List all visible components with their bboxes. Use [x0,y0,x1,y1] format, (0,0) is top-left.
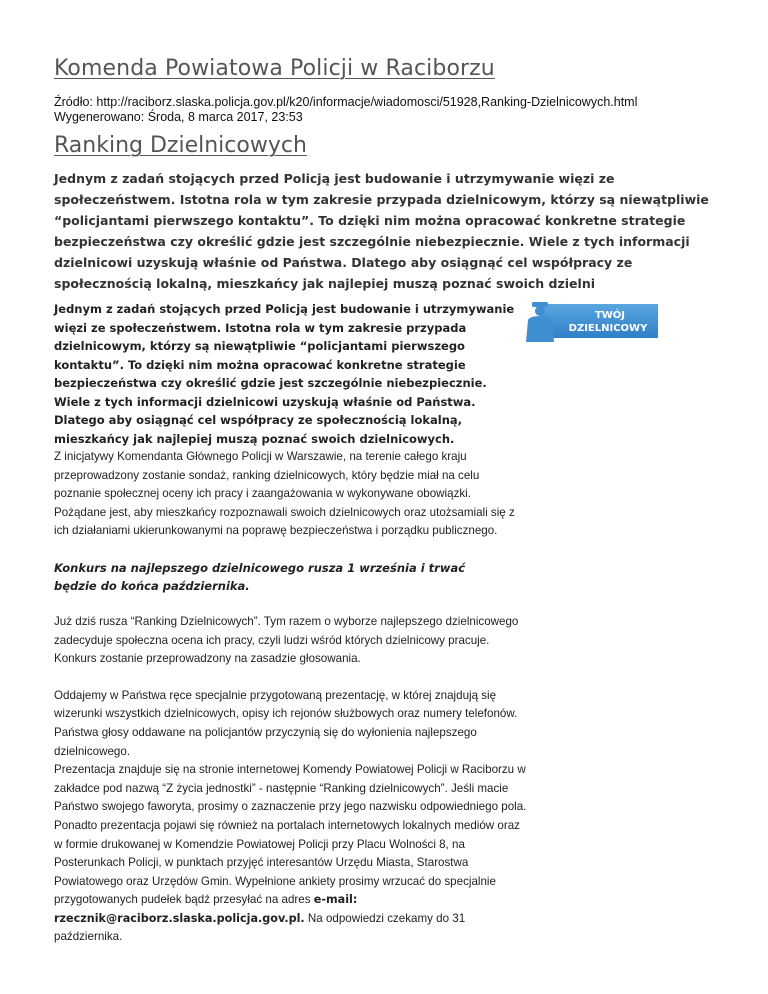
site-title[interactable]: Komenda Powiatowa Policji w Raciborzu [54,56,495,81]
intro-section [54,300,716,446]
presentation-distribution [54,817,529,947]
presentation-intro: Oddajemy w Państwa ręce specjalnie przygotowaną prezentację, w której znajdują się wizerunki wszystkich dzielnicowych, opisy ich rejonów służbowych oraz numery telefonów. Państwa głosy oddawane na policjantów przyczynią się do wyłonienia najlepszego dzielnicowego. [54,688,518,758]
article-lead: Jednym z zadań stojących przed Policją jest budowanie i utrzymywanie więzi ze społeczeństwem. Istotna rola w tym zakresie przypada dzielnicowym, którzy są niewątpliwie “policjantami pierwszego kontaktu”. To dzięki nim można opracować konkretne strategie bezpieczeństwa czy określić gdzie jest szczególnie niebezpiecznie. Wiele z tych informacji dzielnicowi uzyskują właśnie od Państwa. Dlatego aby osiągnąć cel współpracy ze społecznością lokalną, mieszkańcy jak najlepiej muszą poznać swoich dzielni [54,171,709,291]
email-link[interactable]: e-mail: rzecznik@raciborz.slaska.policja.gov.pl. [54,893,358,925]
banner-line2: DZIELNICOWY [568,323,648,334]
paragraph-presentation [54,687,529,947]
source-url: Źródło: http://raciborz.slaska.policja.gov.pl/k20/informacje/wiadomosci/51928,Ranking-Dzielnicowych.html [54,95,638,109]
document-meta [54,95,716,125]
twoj-dzielnicowy-banner [522,300,660,342]
article-title[interactable]: Ranking Dzielnicowych [54,133,307,158]
closing-text: Na odpowiedzi czekamy do 31 października. [54,911,466,944]
banner-line1: TWÓJ [594,310,626,321]
paragraph-ranking: Już dziś rusza “Ranking Dzielnicowych”. Tym razem o wyborze najlepszego dzielnicowego zadecyduje społeczna ocena ich pracy, czyli ludzi wśród których dzielnicowy pracuje. Konkurs zostanie przeprowadzony na zasadzie głosowania. [54,614,519,666]
presentation-location: Prezentacja znajduje się na stronie internetowej Komendy Powiatowej Policji w Raciborzu w zakładce pod nazwą “Z życia jednostki” - następnie “Ranking dzielnicowych”. Jeśli macie Państwo swojego faworyta, prosimy o zaznaczenie przy jego nazwisku odpowiedniego pola. [54,763,527,814]
paragraph-initiative: Z inicjatywy Komendanta Głównego Policji w Warszawie, na terenie całego kraju przeprowadzony zostanie sondaż, ranking dzielnicowych, który będzie miał na celu poznanie społecznej oceny ich pracy i zaangażowania w wykonywane obowiązki. Pożądane jest, aby mieszkańcy rozpoznawali swoich dzielnicowych oraz utożsamiali się z ich działaniami ukierunkowanymi na poprawę bezpieczeństwa i porządku publicznego. [54,450,515,538]
distribution-text: Ponadto prezentacja pojawi się również na portalach internetowych lokalnych mediów oraz w formie drukowanej w Komendzie Powiatowej Policji przy Placu Wolności 8, na Posterunkach Policji, w punktach przyjęć interesantów Urzędu Miasta, Starostwa Powiatowego oraz Urzędów Gmin. Wypełnione ankiety prosimy wrzucać do specjalnie przygotowanych pudełek bądź przesyłać na adres [54,818,520,907]
intro-paragraph: Jednym z zadań stojących przed Policją jest budowanie i utrzymywanie więzi ze społeczeństwem. Istotna rola w tym zakresie przypada dzielnicowym, którzy są niewątpliwie “policjantami pierwszego kontaktu”. To dzięki nim można opracować konkretne strategie bezpieczeństwa czy określić gdzie jest szczególnie niebezpiecznie. Wiele z tych informacji dzielnicowi uzyskują właśnie od Państwa. Dlatego aby osiągnąć cel współpracy ze społecznością lokalną, mieszkańcy jak najlepiej muszą poznać swoich dzielnicowych. [54,302,515,446]
document-page [54,56,716,947]
contest-dates: Konkurs na najlepszego dzielnicowego rusza 1 września i trwać będzie do końca października. [54,560,466,594]
generated-date: Wygenerowano: Środa, 8 marca 2017, 23:53 [54,110,303,124]
